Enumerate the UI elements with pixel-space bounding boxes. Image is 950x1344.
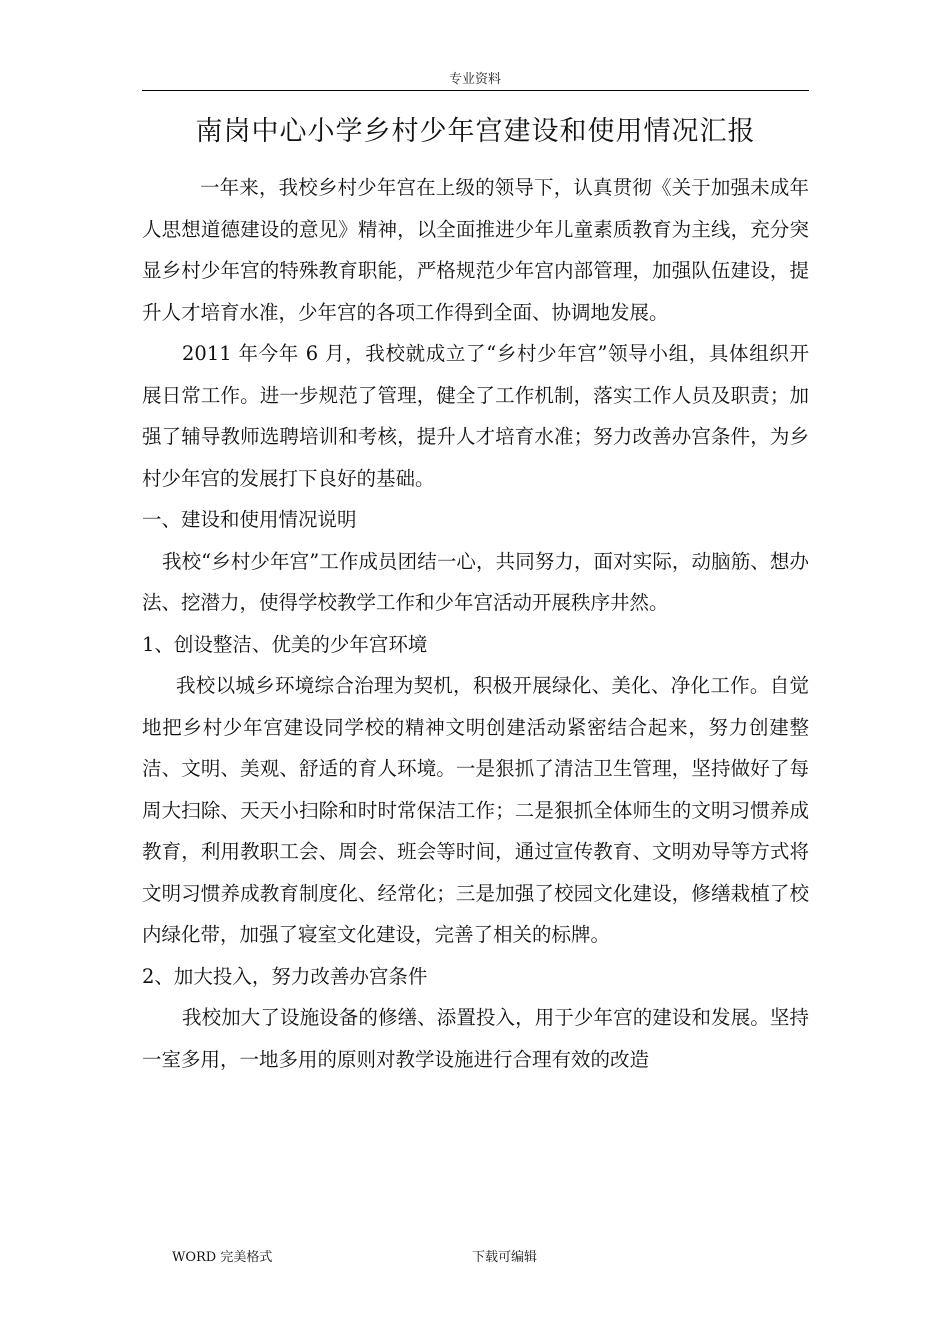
- footer-left-text: WORD 完美格式: [172, 1250, 273, 1265]
- section-heading-1: 一、建设和使用情况说明: [142, 508, 357, 531]
- paragraph-investment: 我校加大了设施设备的修缮、添置投入，用于少年宫的建设和发展。坚持一室多用，一地多用的原则对教学设施进行合理有效的改造: [142, 1006, 809, 1071]
- paragraph-team: 我校“乡村少年宫”工作成员团结一心，共同努力，面对实际，动脑筋、想办法、挖潜力，使得学校教学工作和少年宫活动开展秩序井然。: [142, 549, 809, 614]
- footer-right-text: 下载可编辑: [472, 1250, 538, 1265]
- paragraph-intro: 一年来，我校乡村少年宫在上级的领导下，认真贯彻《关于加强未成年人思想道德建设的意见》精神，以全面推进少年儿童素质教育为主线，充分突显乡村少年宫的特殊教育职能，严格规范少年宫内部管理，加强队伍建设，提升人才培育水准，少年宫的各项工作得到全面、协调地发展。: [142, 176, 809, 324]
- header-rule: [142, 90, 809, 91]
- document-body: [142, 167, 809, 1080]
- document-title: 南岗中心小学乡村少年宫建设和使用情况汇报: [195, 116, 756, 147]
- paragraph-2011: 2011 年今年 6 月，我校就成立了“乡村少年宫”领导小组，具体组织开展日常工作。进一步规范了管理，健全了工作机制，落实工作人员及职责；加强了辅导教师选聘培训和考核，提升人才培育水准；努力改善办宫条件，为乡村少年宫的发展打下良好的基础。: [142, 342, 809, 490]
- subheading-investment: 2、加大投入，努力改善办宫条件: [142, 964, 428, 988]
- subheading-environment: 1、创设整洁、优美的少年宫环境: [142, 632, 428, 656]
- paragraph-environment: 我校以城乡环境综合治理为契机，积极开展绿化、美化、净化工作。自觉地把乡村少年宫建设同学校的精神文明创建活动紧密结合起来，努力创建整洁、文明、美观、舒适的育人环境。一是狠抓了清洁卫生管理，坚持做好了每周大扫除、天天小扫除和时时常保洁工作；二是狠抓全体师生的文明习惯养成教育，利用教职工会、周会、班会等时间，通过宣传教育、文明劝导等方式将文明习惯养成教育制度化、经常化；三是加强了校园文化建设，修缮栽植了校内绿化带，加强了寝室文化建设，完善了相关的标牌。: [142, 674, 809, 946]
- page-header: 专业资料: [448, 72, 501, 87]
